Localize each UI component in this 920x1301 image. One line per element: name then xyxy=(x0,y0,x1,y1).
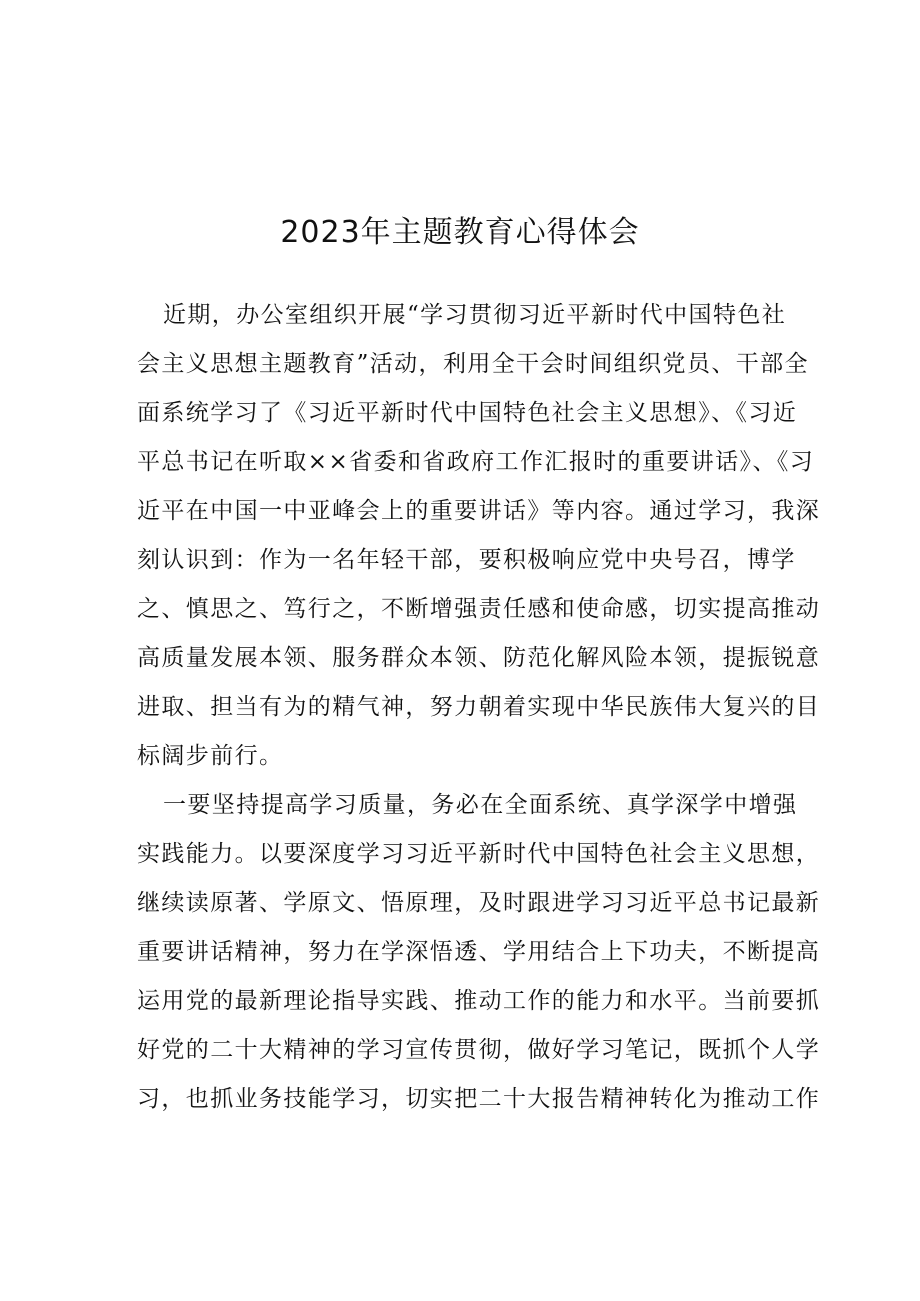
paragraph-line: 标阔步前行。 xyxy=(137,743,284,769)
paragraph-line: 进取、担当有为的精气神，努力朝着实现中华民族伟大复兴的目 xyxy=(137,694,821,720)
paragraph-line: 一要坚持提高学习质量，务必在全面系统、真学深学中增强 xyxy=(163,792,798,818)
paragraph-line: 近平在中国一中亚峰会上的重要讲话》等内容。通过学习，我深 xyxy=(137,498,821,524)
document-body xyxy=(137,291,821,1124)
paragraph-line: 实践能力。以要深度学习习近平新时代中国特色社会主义思想， xyxy=(137,841,821,867)
paragraph-line: 之、慎思之、笃行之，不断增强责任感和使命感，切实提高推动 xyxy=(137,596,821,622)
paragraph-line: 重要讲话精神，努力在学深悟透、学用结合上下功夫，不断提高 xyxy=(137,939,821,965)
paragraph-1 xyxy=(137,291,821,781)
paragraph-line: 平总书记在听取××省委和省政府工作汇报时的重要讲话》、《习 xyxy=(137,449,815,475)
paragraph-line: 近期，办公室组织开展“学习贯彻习近平新时代中国特色社 xyxy=(163,302,787,328)
paragraph-2 xyxy=(137,781,821,1124)
paragraph-line: 好党的二十大精神的学习宣传贯彻，做好学习笔记，既抓个人学 xyxy=(137,1037,821,1063)
paragraph-line: 继续读原著、学原文、悟原理，及时跟进学习习近平总书记最新 xyxy=(137,890,821,916)
document-title: 2023年主题教育心得体会 xyxy=(280,215,640,250)
paragraph-line: 高质量发展本领、服务群众本领、防范化解风险本领，提振锐意 xyxy=(137,645,821,671)
paragraph-line: 会主义思想主题教育”活动，利用全干会时间组织党员、干部全 xyxy=(137,351,809,377)
paragraph-line: 运用党的最新理论指导实践、推动工作的能力和水平。当前要抓 xyxy=(137,988,821,1014)
paragraph-line: 面系统学习了《习近平新时代中国特色社会主义思想》、《习近 xyxy=(137,400,798,426)
paragraph-line: 习，也抓业务技能学习，切实把二十大报告精神转化为推动工作 xyxy=(137,1086,821,1112)
paragraph-line: 刻认识到：作为一名年轻干部，要积极响应党中央号召，博学 xyxy=(137,547,796,573)
